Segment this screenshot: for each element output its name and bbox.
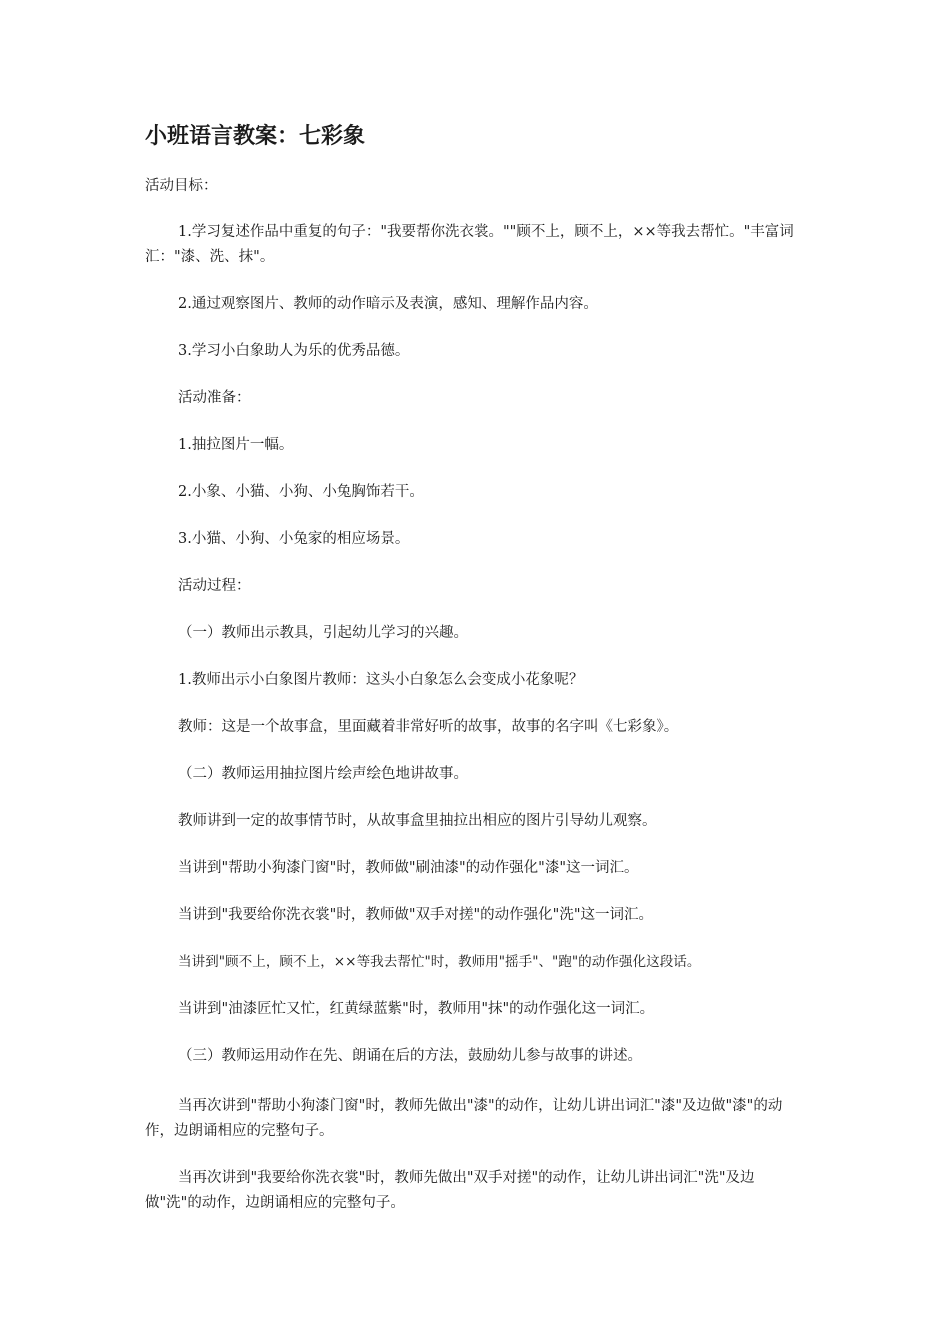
goal-item-3: 3.学习小白象助人为乐的优秀品德。 xyxy=(178,343,410,359)
process-paragraph: 当再次讲到"帮助小狗漆门窗"时，教师先做出"漆"的动作，让幼儿讲出词汇"漆"及边做"漆"的动作，边朗诵相应的完整句子。 xyxy=(145,1098,783,1139)
process-step-1: （一）教师出示教具，引起幼儿学习的兴趣。 xyxy=(178,625,468,641)
process-paragraph: 当讲到"顾不上，顾不上，××等我去帮忙"时，教师用"摇手"、"跑"的动作强化这段话。 xyxy=(178,954,701,970)
section-heading-process: 活动过程： xyxy=(178,578,251,594)
process-paragraph: 当讲到"油漆匠忙又忙，红黄绿蓝紫"时，教师用"抹"的动作强化这一词汇。 xyxy=(178,1001,655,1017)
process-step-2: （二）教师运用抽拉图片绘声绘色地讲故事。 xyxy=(178,766,468,782)
preparation-item-3: 3.小猫、小狗、小兔家的相应场景。 xyxy=(178,531,410,547)
section-heading-goals: 活动目标： xyxy=(145,178,218,194)
section-heading-preparation: 活动准备： xyxy=(178,390,251,406)
process-paragraph: 当讲到"我要给你洗衣裳"时，教师做"双手对搓"的动作强化"洗"这一词汇。 xyxy=(178,907,654,923)
goal-item-1: 1.学习复述作品中重复的句子："我要帮你洗衣裳。""顾不上，顾不上，××等我去帮忙。"丰富词汇："漆、洗、抹"。 xyxy=(145,224,794,265)
process-paragraph: 当讲到"帮助小狗漆门窗"时，教师做"刷油漆"的动作强化"漆"这一词汇。 xyxy=(178,860,639,876)
process-paragraph: 教师讲到一定的故事情节时，从故事盒里抽拉出相应的图片引导幼儿观察。 xyxy=(178,813,657,829)
preparation-item-2: 2.小象、小猫、小狗、小兔胸饰若干。 xyxy=(178,484,424,500)
process-paragraph: 教师：这是一个故事盒，里面藏着非常好听的故事，故事的名字叫《七彩象》。 xyxy=(178,719,679,735)
process-paragraph: 当再次讲到"我要给你洗衣裳"时，教师先做出"双手对搓"的动作，让幼儿讲出词汇"洗"及边做"洗"的动作，边朗诵相应的完整句子。 xyxy=(145,1170,755,1211)
process-step-3: （三）教师运用动作在先、朗诵在后的方法，鼓励幼儿参与故事的讲述。 xyxy=(178,1048,642,1064)
goal-item-2: 2.通过观察图片、教师的动作暗示及表演，感知、理解作品内容。 xyxy=(178,296,598,312)
preparation-item-1: 1.抽拉图片一幅。 xyxy=(178,437,294,453)
process-paragraph: 1.教师出示小白象图片教师：这头小白象怎么会变成小花象呢？ xyxy=(178,672,584,688)
document-title: 小班语言教案：七彩象 xyxy=(145,124,366,149)
